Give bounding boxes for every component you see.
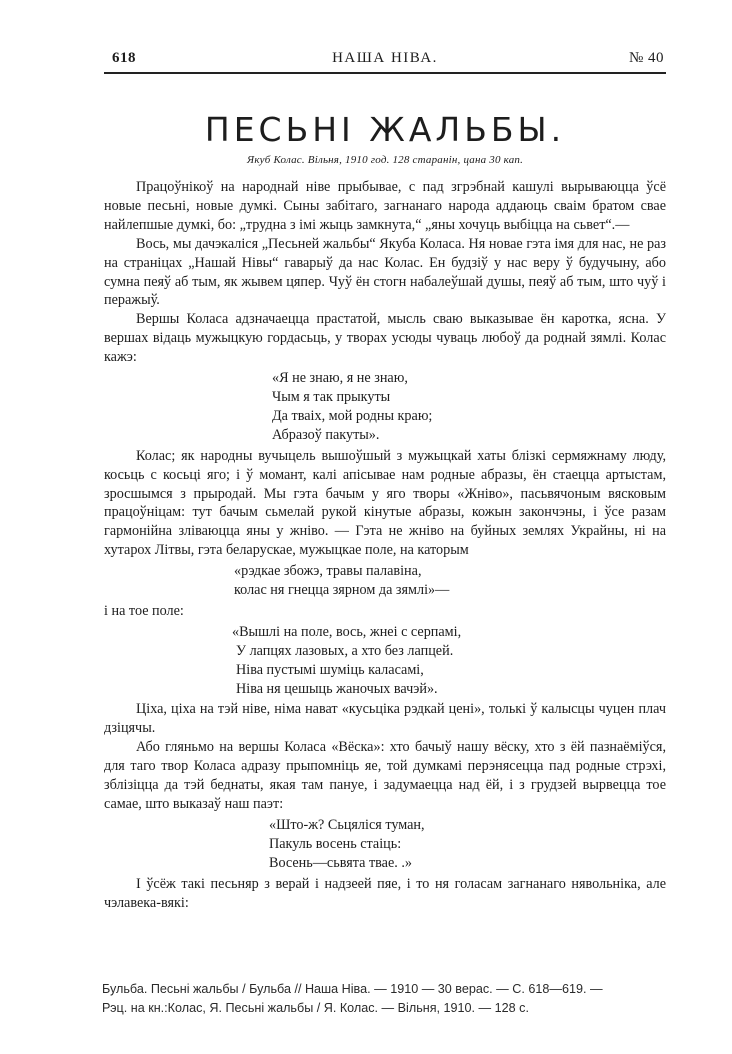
page-number: 618 [112, 50, 136, 66]
verse-line: У лапцях лазовых, а хто без лапцей. [236, 642, 454, 659]
verse-line: Абразоў пакуты». [272, 426, 380, 443]
article-subtitle: Якуб Колас. Вільня, 1910 год. 128 старанін, цана 30 кап. [246, 154, 524, 166]
verse-1 [272, 369, 666, 445]
verse-line: Ніва ня цешыць жаночых вачэй». [236, 680, 438, 697]
article-body [104, 178, 666, 912]
verse-line: «Вышлі на поле, вось, жнеі с серпамі, [232, 623, 462, 640]
verse-line: «рэдкае збожэ, травы палавіна, [234, 563, 422, 580]
article-title: ПЕСЬНІ ЖАЛЬБЫ. [204, 110, 566, 149]
footer-line-2: Рэц. на кн.:Колас, Я. Песьні жальбы / Я. Колас. — Вільня, 1910. — 128 с. [102, 1001, 529, 1015]
verse-line: Чым я так прыкуты [272, 388, 391, 405]
paragraph-4: Колас; як народны вучыцель вышоўшый з мужыцкай хаты блізкі сермяжнаму люду, косьць с косьці яго; і ў момант, калі апісывае нам родные абразы, ён стаецца артыстам, зросшымся з прыродай. Мы гэта бачым у яго творы «Жніво», пасьвячоным вясковым працоўніцам: тут бачым сьмелай рукой кінутые абразы, кожын закончэны, і ўсе разам гармонійна зліваюцца яны у жніво. — Гэта не жніво на буйных землях Украйны, ні на хутарох Літвы, гэта беларускае, мужыцкае поле, на каторым [104, 447, 666, 559]
verse-line: Да тваіх, мой родны краю; [272, 407, 433, 424]
verse-line: «Што-ж? Сьцяліся туман, [269, 816, 425, 833]
paragraph-5: і на тое поле: [104, 602, 184, 619]
bibliographic-footer [102, 980, 702, 1018]
verse-line: «Я не знаю, я не знаю, [272, 370, 408, 387]
paragraph-8: І ўсёж такі песьняр з верай і надзеей пяе, і то ня голасам загнанаго нявольніка, але чэлавека-вякі: [104, 875, 666, 911]
verse-line: колас ня гнецца зярном да зямлі»— [234, 582, 450, 599]
verse-line: Восень—сьвята твае. .» [269, 854, 412, 871]
verse-4 [269, 816, 666, 873]
issue-number: № 40 [628, 50, 664, 66]
page-header [104, 50, 666, 72]
verse-2 [234, 562, 666, 600]
verse-line: Пакуль восень стаіць: [269, 835, 402, 852]
footer-line-1: Бульба. Песьні жальбы / Бульба // Наша Ніва. — 1910 — 30 верас. — С. 618—619. — [102, 982, 603, 996]
paragraph-7: Або гляньмо на вершы Коласа «Вёска»: хто бачыў нашу вёску, хто з ёй пазнаёміўся, для таго твор Коласа адразу прыпомніць яе, той думкамі перэнясецца пад родные стрэхі, зблізіцца да тэй беднаты, якая там пануе, і задумаецца над ёй, і з грудзей вырвецца тое самае, што выказаў наш паэт: [104, 739, 666, 812]
header-rule [104, 72, 666, 74]
paragraph-3: Вершы Коласа адзначаецца прастатой, мысль сваю выказывае ён каротка, ясна. У вершах відаць мужыцкую гордасьць, у творах усюды чуваць любоў да роднай зямлі. Колас кажэ: [104, 311, 666, 366]
paragraph-1: Працоўнікоў на народнай ніве прыбывае, с пад згрэбнай кашулі вырываюцца ўсё новые песьні, новые думкі. Сыны забітаго, загнанаго народа аддаюць сваім братом свае найлепшые думкі, бо: „трудна з імі жыць замкнута,“ „яны хочуць выбіцца на сьвет“.— [104, 179, 666, 233]
paragraph-6: Ціха, ціха на тэй ніве, німа нават «кусьціка рэдкай цені», толькі ў калысцы чуцен плач дзіцячы. [104, 701, 666, 737]
paragraph-2: Вось, мы дачэкаліся „Песьней жальбы“ Якуба Коласа. Ня новае гэта імя для нас, не раз на страніцах „Нашай Нівы“ гаварыў да нас Колас. Ен будзіў у нас веру ў будучыну, або сумна пеяў аб тым, як жывем цяпер. Чуў ён стогн набалеўшай душы, пеяў аб тым, што чуў і перажыў. [104, 235, 666, 309]
verse-line: Ніва пустымі шуміць каласамі, [236, 661, 424, 678]
verse-3 [232, 623, 666, 699]
journal-title: НАША НІВА. [332, 50, 438, 66]
